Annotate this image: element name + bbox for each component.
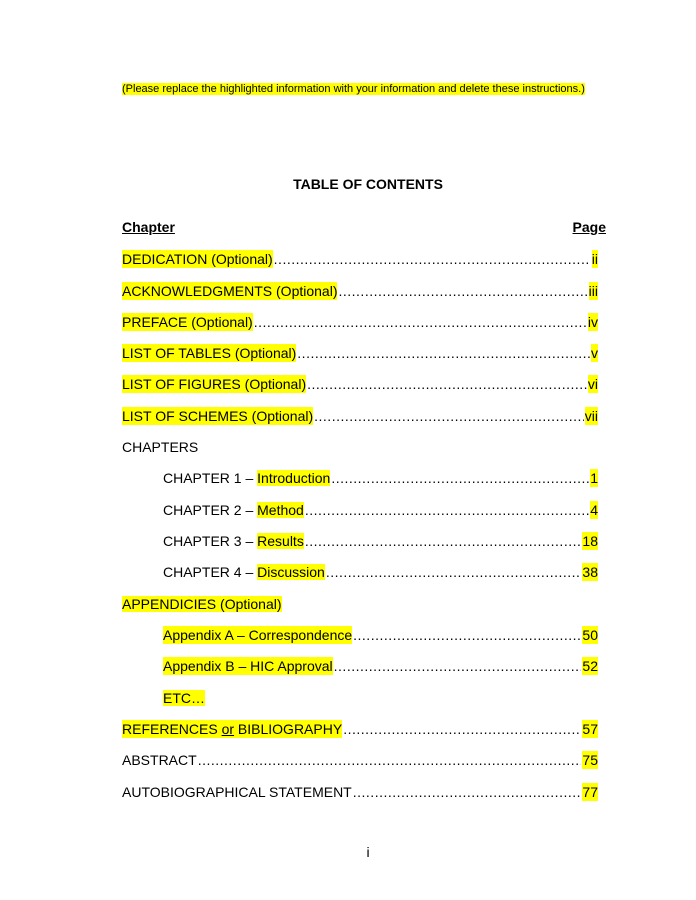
toc-entry-chapter-1: CHAPTER 1 – Introduction ..... 1 bbox=[163, 469, 598, 487]
instructions-text: (Please replace the highlighted information with your information and delete these instructions.) bbox=[122, 83, 585, 95]
toc-entry-appendix-b: Appendix B – HIC Approval ..... 52 bbox=[163, 657, 598, 675]
leader-dots bbox=[307, 375, 587, 393]
toc-entry-chapter-2: CHAPTER 2 – Method ..... 4 bbox=[163, 501, 598, 519]
leader-dots bbox=[254, 313, 587, 331]
toc-entry-list-of-figures: LIST OF FIGURES (Optional) ..... vi bbox=[122, 375, 598, 393]
leader-dots bbox=[305, 501, 589, 519]
chapter-column-header: Chapter bbox=[122, 219, 175, 235]
leader-dots bbox=[343, 720, 581, 738]
leader-dots bbox=[334, 657, 582, 675]
leader-dots bbox=[353, 626, 581, 644]
leader-dots bbox=[338, 282, 587, 300]
leader-dots bbox=[331, 469, 589, 487]
leader-dots bbox=[326, 563, 582, 581]
appendices-etc: ETC… bbox=[163, 690, 205, 706]
instructions-note bbox=[122, 82, 585, 96]
toc-entry-preface: PREFACE (Optional) ..... iv bbox=[122, 313, 598, 331]
toc-entry-acknowledgments: ACKNOWLEDGMENTS (Optional) ..... iii bbox=[122, 282, 598, 300]
toc-entry-chapter-4: CHAPTER 4 – Discussion ..... 38 bbox=[163, 563, 598, 581]
toc-entry-chapter-3: CHAPTER 3 – Results ..... 18 bbox=[163, 532, 598, 550]
leader-dots bbox=[353, 783, 582, 801]
toc-entry-list-of-tables: LIST OF TABLES (Optional) ..... v bbox=[122, 344, 598, 362]
page-title: TABLE OF CONTENTS bbox=[293, 176, 443, 192]
chapters-heading: CHAPTERS bbox=[122, 439, 199, 455]
page-number: i bbox=[366, 844, 370, 860]
appendices-heading: APPENDICIES (Optional) bbox=[122, 596, 282, 612]
leader-dots bbox=[198, 751, 582, 769]
toc-entry-autobiographical-statement: AUTOBIOGRAPHICAL STATEMENT ..... 77 bbox=[122, 783, 598, 801]
toc-entry-abstract: ABSTRACT ..... 75 bbox=[122, 751, 598, 769]
page-column-header: Page bbox=[572, 219, 606, 235]
toc-entry-list-of-schemes: LIST OF SCHEMES (Optional) ..... vii bbox=[122, 407, 598, 425]
toc-entry-appendix-a: Appendix A – Correspondence ..... 50 bbox=[163, 626, 598, 644]
toc-entry-dedication: DEDICATION (Optional) ..... ii bbox=[122, 250, 598, 268]
toc-entry-references: REFERENCES or BIBLIOGRAPHY ..... 57 bbox=[122, 720, 598, 738]
leader-dots bbox=[297, 344, 590, 362]
leader-dots bbox=[274, 250, 591, 268]
leader-dots bbox=[305, 532, 582, 550]
leader-dots bbox=[314, 407, 584, 425]
